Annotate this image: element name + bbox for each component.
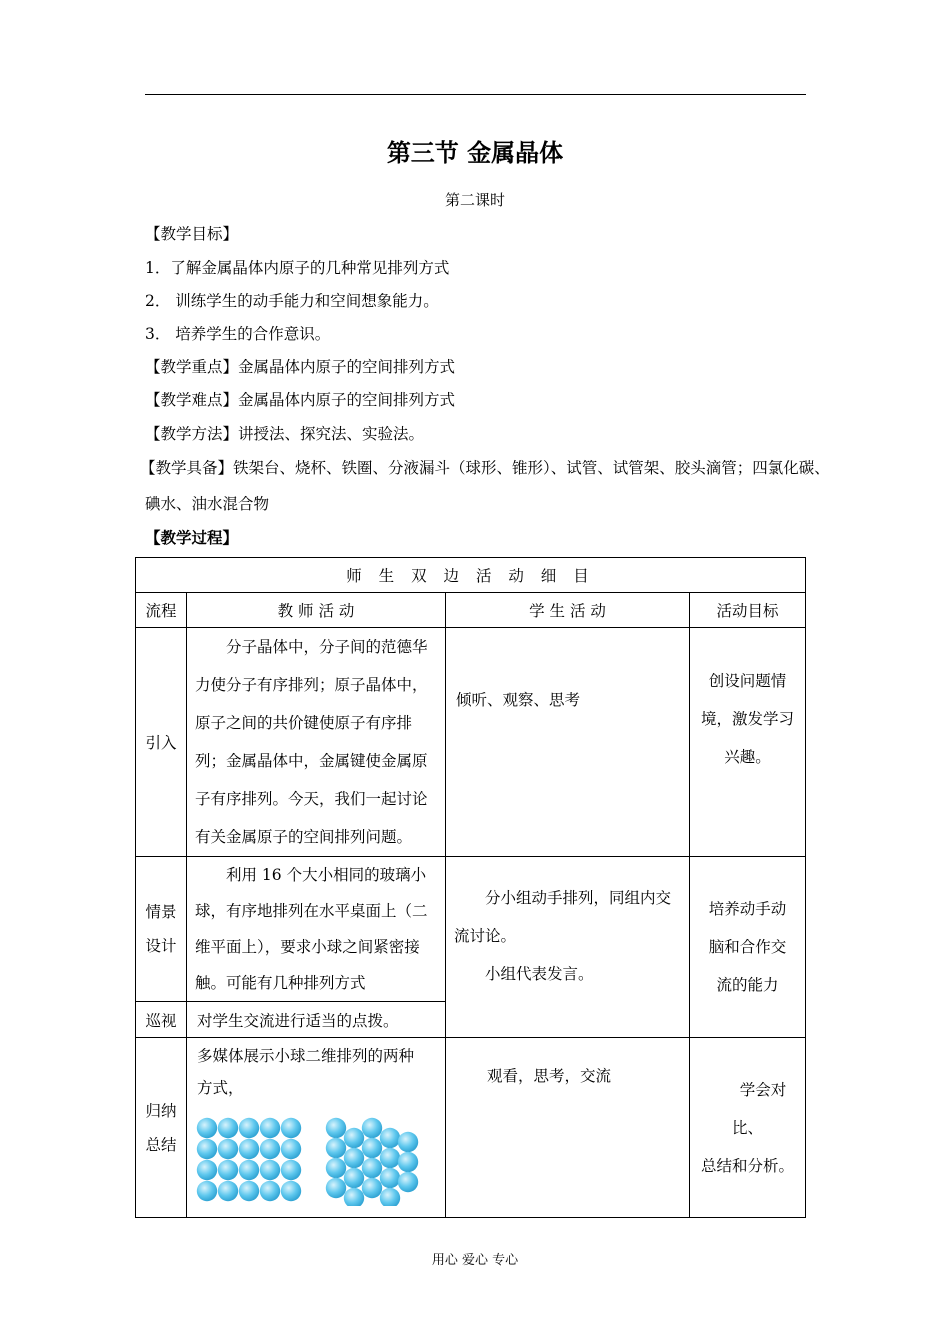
teacher-line: 子有序排列。今天，我们一起讨论 bbox=[195, 790, 428, 808]
goal-line: 学会对比、 bbox=[731, 1080, 787, 1137]
glass-ball bbox=[326, 1158, 346, 1178]
ball-arrangement-figure bbox=[195, 1116, 435, 1206]
table-header-row bbox=[136, 593, 806, 628]
teacher-cell bbox=[187, 857, 446, 1002]
glass-ball bbox=[380, 1188, 400, 1206]
glass-ball bbox=[239, 1118, 259, 1138]
hexagonal-packing-balls bbox=[326, 1118, 418, 1206]
glass-ball bbox=[362, 1178, 382, 1198]
objectives-heading: 【教学目标】 bbox=[145, 225, 239, 243]
student-text: 倾听、观察、思考 bbox=[456, 691, 581, 709]
glass-ball bbox=[344, 1128, 364, 1148]
glass-ball bbox=[218, 1118, 238, 1138]
student-cell bbox=[446, 857, 690, 1038]
glass-ball bbox=[260, 1160, 280, 1180]
flow-cell: 引入 bbox=[136, 628, 187, 857]
teacher-line: 利用 16 个大小相同的玻璃小 bbox=[226, 866, 427, 884]
goal-line: 流的能力 bbox=[716, 976, 779, 994]
page-footer: 用心 爱心 专心 bbox=[431, 1253, 519, 1268]
student-line: 分小组动手排列，同组内交 bbox=[485, 889, 672, 907]
goal-cell bbox=[690, 628, 806, 857]
goal-line: 总结和分析。 bbox=[700, 1156, 794, 1175]
flow-cell bbox=[136, 857, 187, 1002]
glass-ball bbox=[281, 1160, 301, 1180]
objective-3: 3． 培养学生的合作意识。 bbox=[145, 325, 331, 343]
goal-line: 兴趣。 bbox=[724, 748, 771, 766]
flow-cell bbox=[136, 1038, 187, 1218]
page-subtitle: 第二课时 bbox=[444, 191, 505, 209]
student-text: 观看，思考，交流 bbox=[487, 1067, 612, 1085]
glass-ball bbox=[197, 1139, 217, 1159]
square-packing-balls bbox=[197, 1118, 301, 1201]
table-row bbox=[136, 628, 806, 857]
glass-ball bbox=[326, 1118, 346, 1138]
teacher-cell bbox=[187, 1002, 446, 1038]
teacher-line: 分子晶体中，分子间的范德华 bbox=[226, 638, 428, 656]
glass-ball bbox=[197, 1160, 217, 1180]
teacher-line: 维平面上），要求小球之间紧密接 bbox=[195, 938, 420, 956]
flow-line: 情景 bbox=[145, 903, 177, 921]
glass-ball bbox=[398, 1172, 418, 1192]
glass-ball bbox=[218, 1139, 238, 1159]
teacher-line: 球，有序地排列在水平桌面上（二 bbox=[195, 902, 428, 920]
glass-ball bbox=[239, 1181, 259, 1201]
glass-ball bbox=[260, 1181, 280, 1201]
teacher-line: 触。可能有几种排列方式 bbox=[195, 974, 366, 992]
goal-line: 培养动手动 bbox=[708, 900, 787, 918]
glass-ball bbox=[398, 1152, 418, 1172]
equipment-line-2: 碘水、油水混合物 bbox=[145, 495, 270, 513]
goal-line: 创设问题情 bbox=[708, 672, 787, 690]
header-goal: 活动目标 bbox=[690, 593, 806, 628]
teaching-methods: 【教学方法】讲授法、探究法、实验法。 bbox=[145, 425, 425, 443]
flow-line: 归纳 bbox=[145, 1101, 177, 1120]
flow-cell: 巡视 bbox=[136, 1002, 187, 1038]
glass-ball bbox=[362, 1118, 382, 1138]
teacher-cell bbox=[187, 628, 446, 857]
objective-2: 2． 训练学生的动手能力和空间想象能力。 bbox=[145, 292, 439, 310]
student-cell bbox=[446, 1038, 690, 1218]
glass-ball bbox=[380, 1168, 400, 1188]
objective-1: 1．了解金属晶体内原子的几种常见排列方式 bbox=[145, 259, 450, 277]
student-line: 小组代表发言。 bbox=[485, 965, 594, 983]
teacher-line: 列；金属晶体中，金属键使金属原 bbox=[195, 752, 428, 770]
teacher-cell bbox=[187, 1038, 446, 1218]
process-heading: 【教学过程】 bbox=[145, 528, 239, 547]
teacher-line: 有关金属原子的空间排列问题。 bbox=[195, 828, 413, 846]
glass-ball bbox=[344, 1188, 364, 1206]
teacher-line: 原子之间的共价键使原子有序排 bbox=[195, 714, 413, 732]
goal-line: 境，激发学习 bbox=[700, 710, 794, 728]
header-flow: 流程 bbox=[136, 593, 187, 628]
teacher-line: 多媒体展示小球二维排列的两种 bbox=[197, 1047, 415, 1065]
glass-ball bbox=[344, 1148, 364, 1168]
glass-ball bbox=[281, 1181, 301, 1201]
flow-line: 总结 bbox=[145, 1135, 177, 1154]
glass-ball bbox=[362, 1158, 382, 1178]
goal-line: 脑和合作交 bbox=[708, 938, 787, 956]
glass-ball bbox=[326, 1138, 346, 1158]
glass-ball bbox=[218, 1181, 238, 1201]
teacher-line: 方式， bbox=[197, 1079, 244, 1097]
goal-cell bbox=[690, 857, 806, 1038]
glass-ball bbox=[281, 1139, 301, 1159]
glass-ball bbox=[380, 1148, 400, 1168]
glass-ball bbox=[326, 1178, 346, 1198]
table-row bbox=[136, 1038, 806, 1218]
equipment-line-1: 【教学具备】铁架台、烧杯、铁圈、分液漏斗（球形、锥形）、试管、试管架、胶头滴管；四氯化碳、 bbox=[140, 459, 830, 477]
glass-ball bbox=[239, 1139, 259, 1159]
glass-ball bbox=[197, 1181, 217, 1201]
glass-ball bbox=[362, 1138, 382, 1158]
flow-line: 设计 bbox=[145, 937, 177, 955]
header-teacher: 教 师 活 动 bbox=[187, 593, 446, 628]
difficulty: 【教学难点】金属晶体内原子的空间排列方式 bbox=[145, 391, 456, 409]
page-title: 第三节 金属晶体 bbox=[386, 139, 564, 167]
glass-ball bbox=[260, 1118, 280, 1138]
student-line: 流讨论。 bbox=[454, 927, 517, 945]
glass-ball bbox=[260, 1139, 280, 1159]
glass-ball bbox=[197, 1118, 217, 1138]
teacher-line: 对学生交流进行适当的点拨。 bbox=[197, 1011, 399, 1030]
key-point: 【教学重点】金属晶体内原子的空间排列方式 bbox=[145, 358, 456, 376]
table-row bbox=[136, 857, 806, 1002]
glass-ball bbox=[380, 1128, 400, 1148]
glass-ball bbox=[344, 1168, 364, 1188]
glass-ball bbox=[239, 1160, 259, 1180]
goal-cell bbox=[690, 1038, 806, 1218]
header-rule bbox=[145, 94, 806, 95]
table-title-row bbox=[136, 558, 806, 593]
teacher-line: 力使分子有序排列；原子晶体中， bbox=[195, 676, 428, 694]
table-title: 师 生 双 边 活 动 细 目 bbox=[136, 558, 806, 593]
activity-table bbox=[135, 557, 806, 1218]
glass-ball bbox=[398, 1132, 418, 1152]
glass-ball bbox=[281, 1118, 301, 1138]
glass-ball bbox=[218, 1160, 238, 1180]
header-student: 学 生 活 动 bbox=[446, 593, 690, 628]
student-cell bbox=[446, 628, 690, 857]
